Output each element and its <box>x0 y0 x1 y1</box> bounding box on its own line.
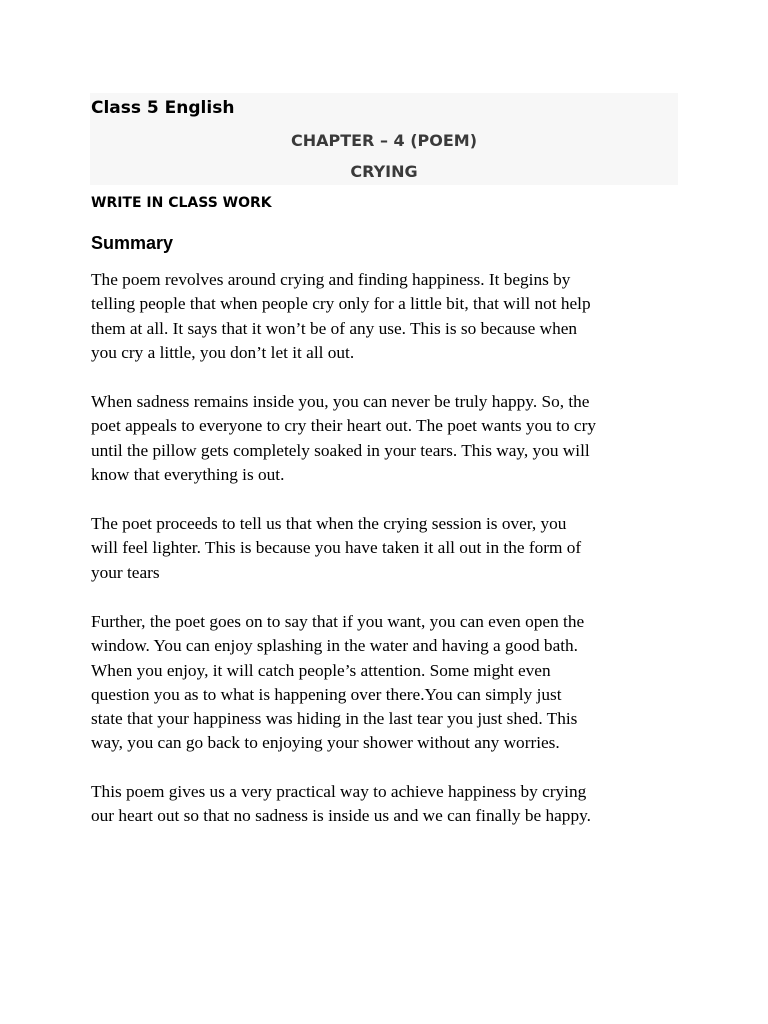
summary-paragraph <box>91 610 701 756</box>
summary-paragraph <box>91 512 701 585</box>
paragraph-line: The poem revolves around crying and finding happiness. It begins by <box>91 270 571 289</box>
paragraph-line: This poem gives us a very practical way to achieve happiness by crying <box>91 782 587 801</box>
poem-title: CRYING <box>350 162 418 181</box>
instruction-text: WRITE IN CLASS WORK <box>91 195 272 211</box>
summary-heading: Summary <box>91 233 174 253</box>
paragraph-line: them at all. It says that it won’t be of any use. This is so because when <box>91 318 578 338</box>
paragraph-line: When you enjoy, it will catch people’s attention. Some might even <box>91 660 551 680</box>
paragraph-line: way, you can go back to enjoying your shower without any worries. <box>91 733 560 753</box>
paragraph-line: know that everything is out. <box>91 464 285 484</box>
paragraph-line: question you as to what is happening over there.You can simply just <box>91 684 562 704</box>
paragraph-line: you cry a little, you don’t let it all out. <box>91 342 355 362</box>
paragraph-line: Further, the poet goes on to say that if you want, you can even open the <box>91 612 585 631</box>
paragraph-line: state that your happiness was hiding in the last tear you just shed. This <box>91 709 578 729</box>
paragraph-line: telling people that when people cry only for a little bit, that will not help <box>91 294 591 314</box>
paragraph-line: When sadness remains inside you, you can never be truly happy. So, the <box>91 392 590 411</box>
paragraph-line: The poet proceeds to tell us that when the crying session is over, you <box>91 514 567 533</box>
class-title: Class 5 English <box>91 98 235 118</box>
summary-paragraph <box>91 780 701 829</box>
paragraph-line: your tears <box>91 562 160 582</box>
summary-paragraph <box>91 390 701 487</box>
chapter-title: CHAPTER – 4 (POEM) <box>290 131 478 150</box>
paragraph-line: until the pillow gets completely soaked in your tears. This way, you will <box>91 440 590 460</box>
summary-paragraph <box>91 268 701 365</box>
paragraph-line: poet appeals to everyone to cry their heart out. The poet wants you to cry <box>91 416 596 436</box>
paragraph-line: our heart out so that no sadness is inside us and we can finally be happy. <box>91 806 591 826</box>
paragraph-line: will feel lighter. This is because you have taken it all out in the form of <box>91 538 582 558</box>
paragraph-line: window. You can enjoy splashing in the water and having a good bath. <box>91 636 578 656</box>
